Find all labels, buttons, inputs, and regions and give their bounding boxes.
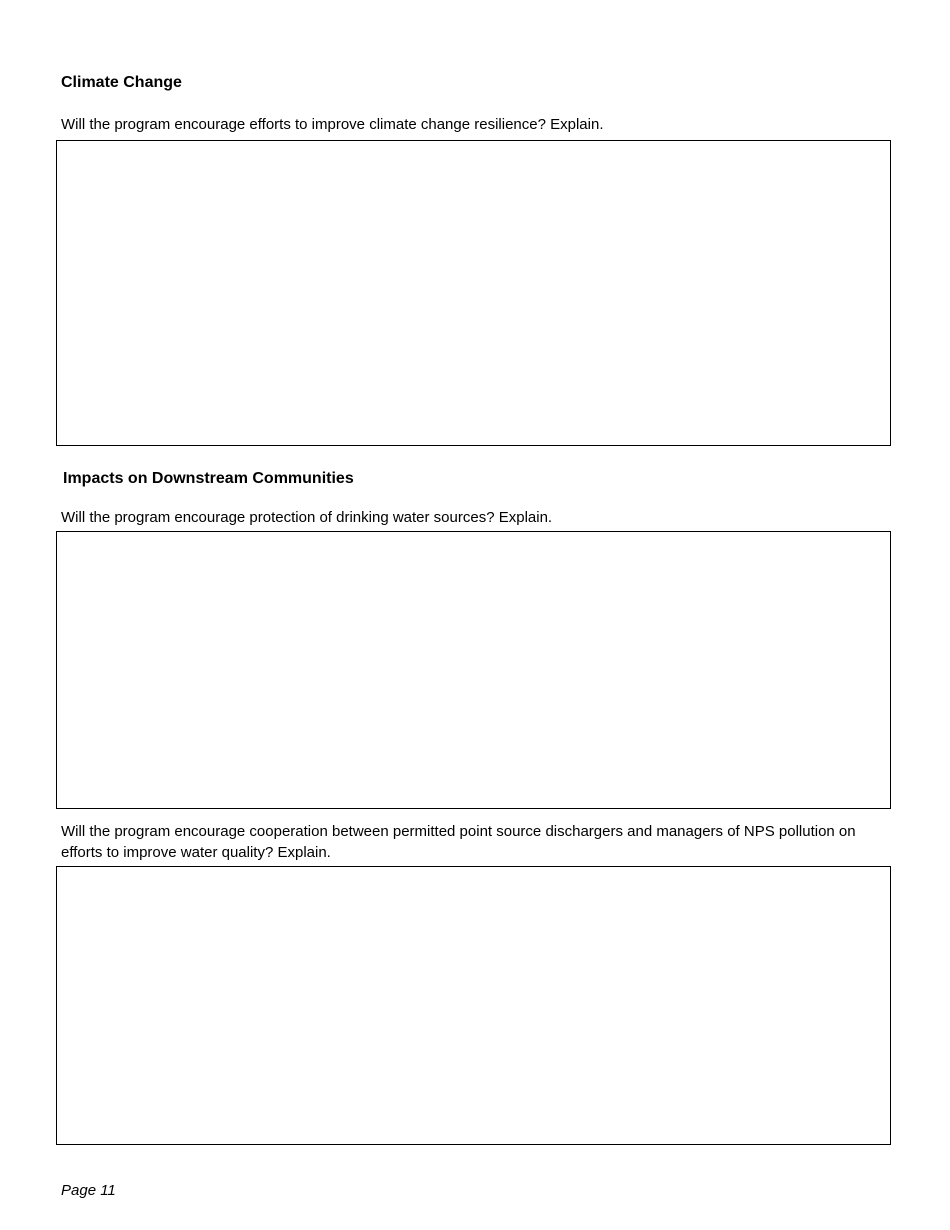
question-climate-resilience: Will the program encourage efforts to improve climate change resilience? Explain. [61, 116, 604, 133]
question-drinking-water: Will the program encourage protection of drinking water sources? Explain. [61, 509, 553, 526]
answer-box-point-source-cooperation[interactable] [56, 866, 891, 1145]
answer-box-climate-resilience[interactable] [56, 140, 891, 446]
answer-box-drinking-water[interactable] [56, 531, 891, 809]
page-number: Page 11 [61, 1182, 116, 1199]
question-point-source-cooperation: Will the program encourage cooperation between permitted point source dischargers and managers of NPS pollution on efforts to improve water quality? Explain. [61, 823, 856, 861]
section-heading-downstream-communities: Impacts on Downstream Communities [63, 470, 354, 487]
section-heading-climate-change: Climate Change [61, 74, 182, 91]
